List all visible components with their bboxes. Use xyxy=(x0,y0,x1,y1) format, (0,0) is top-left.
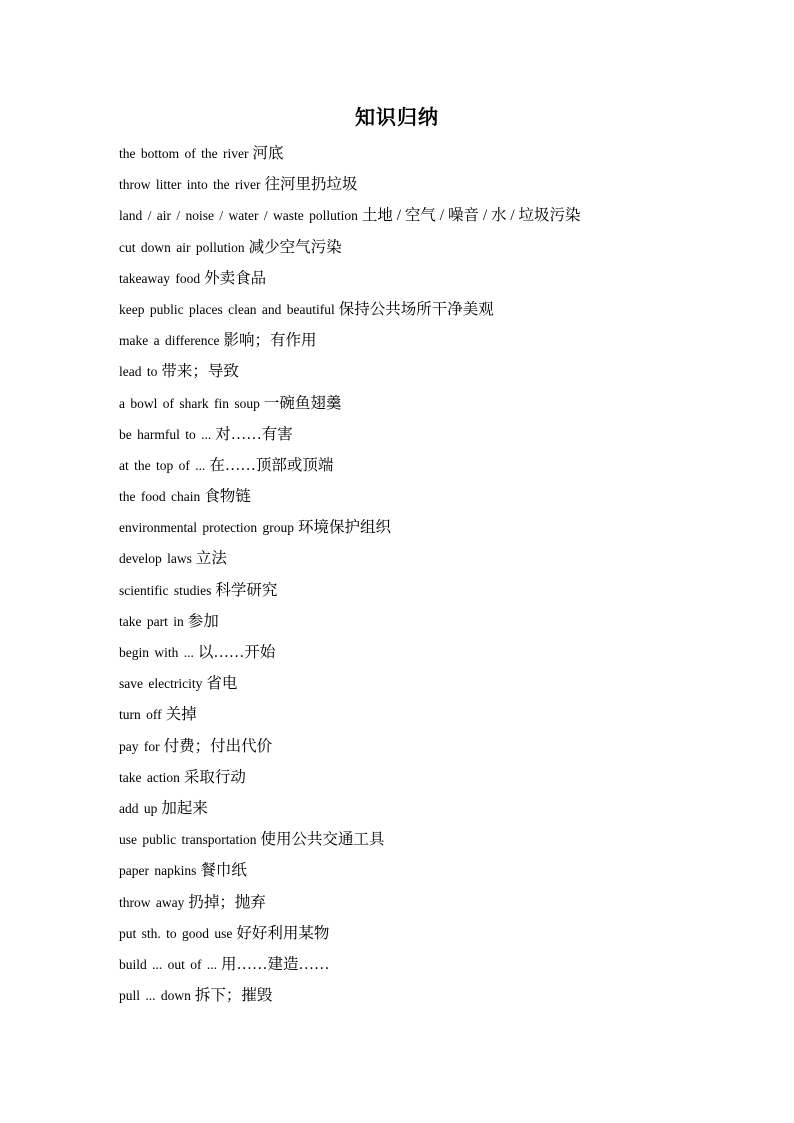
english-phrase: be harmful to ... xyxy=(119,426,212,442)
vocabulary-entry xyxy=(119,797,759,828)
vocabulary-entry xyxy=(119,672,759,703)
english-phrase: land / air / noise / water / waste pollution xyxy=(119,208,358,224)
chinese-meaning: 拆下；摧毁 xyxy=(194,987,273,1005)
english-phrase: pay for xyxy=(119,738,160,754)
chinese-meaning: 关掉 xyxy=(165,706,197,724)
english-phrase: use public transportation xyxy=(119,832,257,848)
english-phrase: a bowl of shark fin soup xyxy=(119,395,260,411)
chinese-meaning: 对……有害 xyxy=(215,425,293,443)
english-phrase: add up xyxy=(119,800,158,816)
english-phrase: takeaway food xyxy=(119,270,201,286)
vocabulary-list xyxy=(119,142,759,1015)
vocabulary-entry xyxy=(119,298,759,329)
english-phrase: scientific studies xyxy=(119,582,212,598)
chinese-meaning: 立法 xyxy=(195,550,227,568)
chinese-meaning: 好好利用某物 xyxy=(236,924,330,942)
english-phrase: develop laws xyxy=(119,551,192,567)
chinese-meaning: 食物链 xyxy=(204,488,251,506)
chinese-meaning: 餐巾纸 xyxy=(200,862,247,880)
english-phrase: paper napkins xyxy=(119,863,197,879)
chinese-meaning: 省电 xyxy=(206,675,238,693)
vocabulary-entry xyxy=(119,891,759,922)
vocabulary-entry xyxy=(119,828,759,859)
english-phrase: cut down air pollution xyxy=(119,239,245,255)
chinese-meaning: 扔掉；抛弃 xyxy=(188,893,266,911)
vocabulary-entry xyxy=(119,984,759,1015)
vocabulary-entry xyxy=(119,485,759,516)
chinese-meaning: 带来；导致 xyxy=(161,363,239,381)
chinese-meaning: 减少空气污染 xyxy=(248,238,342,256)
vocabulary-entry xyxy=(119,204,759,235)
vocabulary-entry xyxy=(119,267,759,298)
vocabulary-entry xyxy=(119,922,759,953)
vocabulary-entry xyxy=(119,454,759,485)
english-phrase: take action xyxy=(119,769,180,785)
vocabulary-entry xyxy=(119,516,759,547)
english-phrase: pull ... down xyxy=(119,988,191,1004)
chinese-meaning: 加起来 xyxy=(161,799,208,817)
vocabulary-entry xyxy=(119,641,759,672)
vocabulary-entry xyxy=(119,579,759,610)
english-phrase: the bottom of the river xyxy=(119,146,249,161)
english-phrase: begin with ... xyxy=(119,645,194,660)
vocabulary-entry xyxy=(119,142,759,173)
vocabulary-entry xyxy=(119,766,759,797)
vocabulary-entry xyxy=(119,236,759,267)
chinese-meaning: 科学研究 xyxy=(215,581,278,599)
english-phrase: take part in xyxy=(119,613,184,629)
vocabulary-entry xyxy=(119,360,759,391)
vocabulary-entry xyxy=(119,953,759,984)
english-phrase: the food chain xyxy=(119,489,201,505)
vocabulary-entry xyxy=(119,547,759,578)
chinese-meaning: 使用公共交通工具 xyxy=(260,831,385,849)
page-title: 知识归纳 xyxy=(355,107,439,129)
chinese-meaning: 采取行动 xyxy=(183,768,246,786)
chinese-meaning: 环境保护组织 xyxy=(297,519,391,537)
english-phrase: make a difference xyxy=(119,333,220,349)
vocabulary-entry xyxy=(119,610,759,641)
chinese-meaning: 影响；有作用 xyxy=(223,332,317,350)
english-phrase: keep public places clean and beautiful xyxy=(119,301,335,317)
chinese-meaning: 一碗鱼翅羹 xyxy=(263,394,342,412)
english-phrase: lead to xyxy=(119,364,158,380)
chinese-meaning: 在……顶部或顶端 xyxy=(209,456,334,474)
vocabulary-entry xyxy=(119,703,759,734)
chinese-meaning: 往河里扔垃圾 xyxy=(264,176,358,194)
chinese-meaning: 保持公共场所干净美观 xyxy=(338,300,494,318)
chinese-meaning: 用……建造…… xyxy=(221,955,330,973)
english-phrase: at the top of ... xyxy=(119,457,206,473)
english-phrase: save electricity xyxy=(119,676,203,692)
chinese-meaning: 参加 xyxy=(187,612,219,630)
vocabulary-entry xyxy=(119,329,759,360)
english-phrase: turn off xyxy=(119,707,162,723)
vocabulary-entry xyxy=(119,735,759,766)
english-phrase: throw litter into the river xyxy=(119,177,261,193)
english-phrase: put sth. to good use xyxy=(119,925,233,941)
chinese-meaning: 土地 / 空气 / 噪音 / 水 / 垃圾污染 xyxy=(361,207,581,225)
vocabulary-entry xyxy=(119,173,759,204)
chinese-meaning: 河底 xyxy=(252,145,284,162)
vocabulary-entry xyxy=(119,859,759,890)
chinese-meaning: 以……开始 xyxy=(197,644,276,661)
chinese-meaning: 外卖食品 xyxy=(204,269,267,287)
vocabulary-entry xyxy=(119,423,759,454)
chinese-meaning: 付费；付出代价 xyxy=(163,737,273,755)
english-phrase: environmental protection group xyxy=(119,520,294,536)
vocabulary-entry xyxy=(119,392,759,423)
english-phrase: throw away xyxy=(119,894,185,910)
english-phrase: build ... out of ... xyxy=(119,956,217,972)
